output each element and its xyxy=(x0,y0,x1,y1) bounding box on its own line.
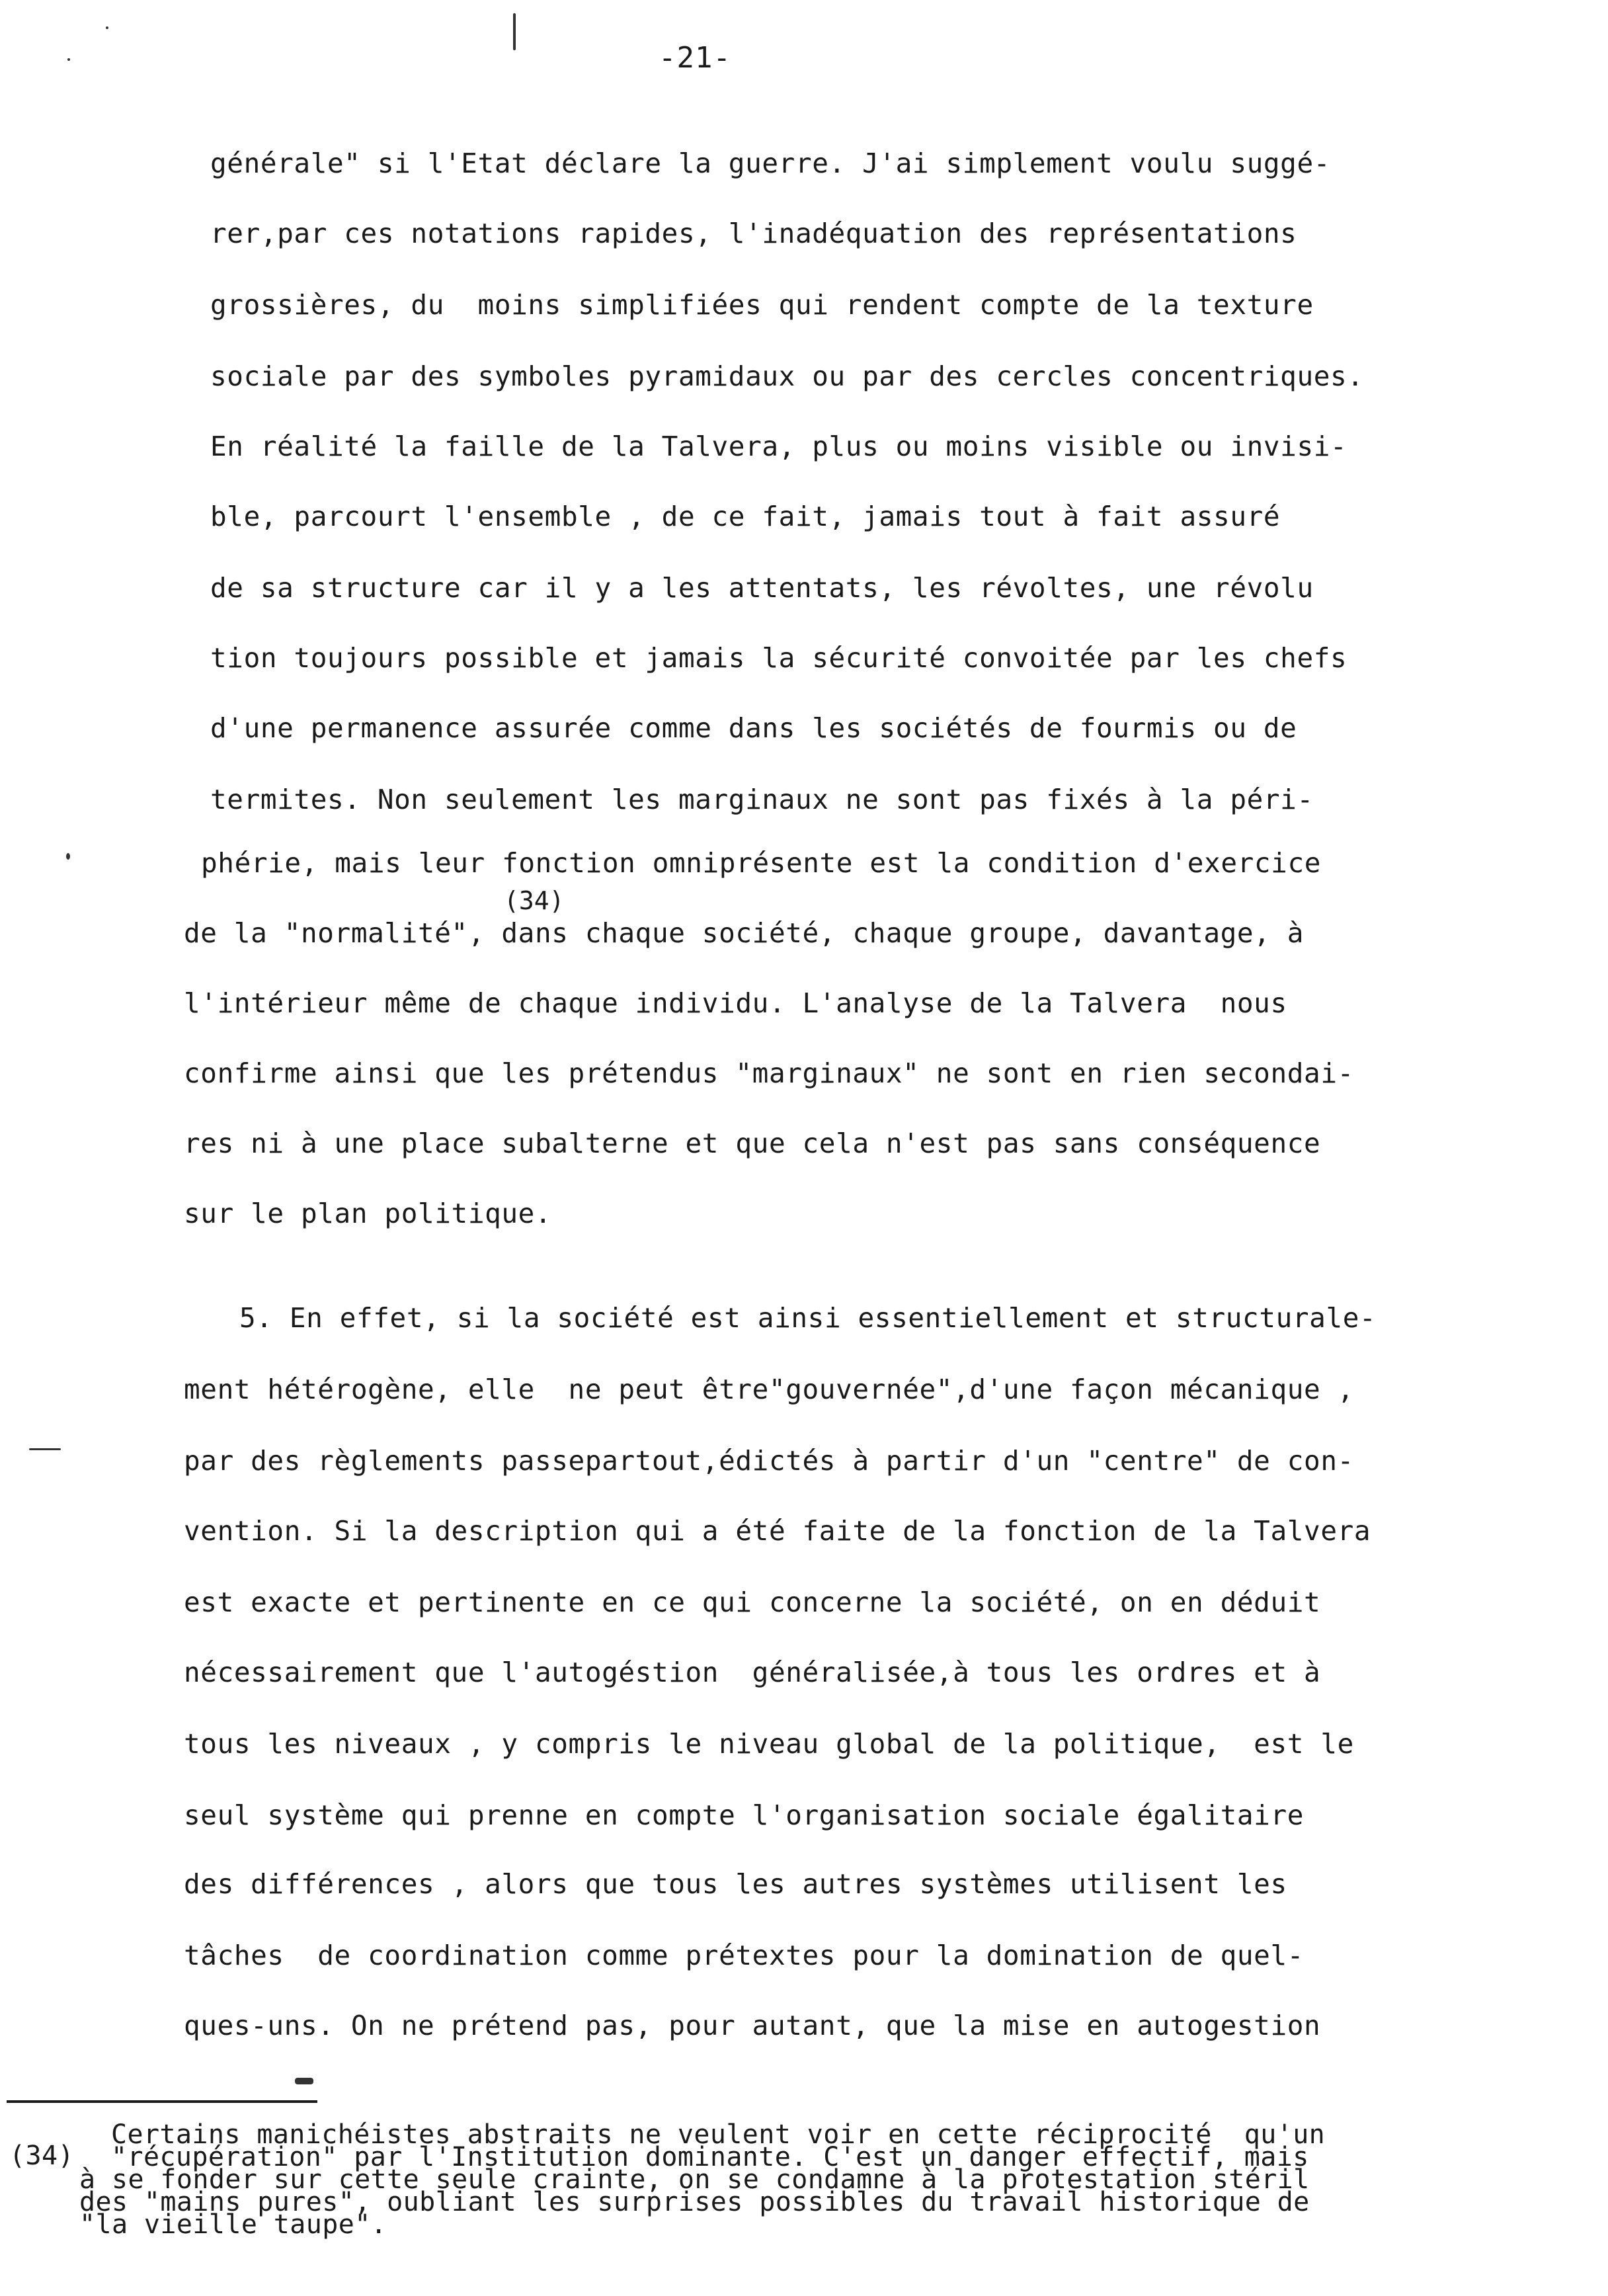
footnote-rule xyxy=(7,2100,317,2103)
body-line: tous les niveaux , y compris le niveau global de la politique, est le xyxy=(184,1728,1354,1760)
footnote-marker: (34) xyxy=(9,2141,74,2171)
scan-mark xyxy=(67,58,70,61)
body-line: d'une permanence assurée comme dans les sociétés de fourmis ou de xyxy=(210,712,1297,744)
body-line: par des règlements passepartout,édictés à partir d'un "centre" de con- xyxy=(184,1445,1354,1477)
body-line: sur le plan politique. xyxy=(184,1198,552,1229)
body-line: ble, parcourt l'ensemble , de ce fait, jamais tout à fait assuré xyxy=(210,501,1281,532)
scan-mark xyxy=(513,13,516,50)
body-line: tion toujours possible et jamais la sécurité convoitée par les chefs xyxy=(210,642,1347,674)
page-number: -21- xyxy=(659,41,731,75)
body-line: nécessairement que l'autogéstion généralisée,à tous les ordres et à xyxy=(184,1657,1321,1688)
body-line: rer,par ces notations rapides, l'inadéquation des représentations xyxy=(210,218,1297,249)
footnote-reference: (34) xyxy=(504,886,565,915)
footnote-line: Certains manichéistes abstraits ne veulent voir en cette réciprocité qu'un xyxy=(111,2119,1326,2150)
footnote-line: "récupération" par l'Institution dominante. C'est un danger effectif, mais xyxy=(111,2142,1309,2172)
body-line: de sa structure car il y a les attentats, les révoltes, une révolu xyxy=(210,572,1314,604)
body-line: tâches de coordination comme prétextes pour la domination de quel- xyxy=(184,1940,1305,1971)
body-line: ques-uns. On ne prétend pas, pour autant, que la mise en autogestion xyxy=(184,2010,1321,2041)
body-line: termites. Non seulement les marginaux ne sont pas fixés à la péri- xyxy=(210,784,1314,815)
footnote-line: à se fonder sur cette seule crainte, on se condamne à la protestation stéril xyxy=(79,2164,1310,2195)
body-line: grossières, du moins simplifiées qui rendent compte de la texture xyxy=(210,289,1314,321)
body-line: ment hétérogène, elle ne peut être"gouvernée",d'une façon mécanique , xyxy=(184,1374,1354,1405)
body-line: vention. Si la description qui a été faite de la fonction de la Talvera xyxy=(184,1515,1371,1547)
body-line: res ni à une place subalterne et que cela n'est pas sans conséquence xyxy=(184,1128,1321,1159)
footnote-line: des "mains pures", oubliant les surprises possibles du travail historique de xyxy=(79,2187,1310,2217)
body-line: phérie, mais leur fonction omniprésente est la condition d'exercice xyxy=(201,847,1322,879)
scan-mark xyxy=(106,26,108,29)
body-line: l'intérieur même de chaque individu. L'analyse de la Talvera nous xyxy=(184,987,1287,1019)
body-line: sociale par des symboles pyramidaux ou par des cercles concentriques. xyxy=(210,360,1364,392)
scan-mark xyxy=(295,2078,313,2084)
body-line: 5. En effet, si la société est ainsi essentiellement et structurale- xyxy=(239,1302,1377,1334)
body-line: confirme ainsi que les prétendus "marginaux" ne sont en rien secondai- xyxy=(184,1057,1354,1089)
body-line: des différences , alors que tous les autres systèmes utilisent les xyxy=(184,1868,1287,1900)
footnote-line: "la vieille taupe". xyxy=(79,2209,387,2240)
body-line: est exacte et pertinente en ce qui concerne la société, on en déduit xyxy=(184,1586,1321,1618)
body-line: de la "normalité", dans chaque société, chaque groupe, davantage, à xyxy=(184,917,1305,949)
scan-mark xyxy=(29,1448,61,1450)
body-line: En réalité la faille de la Talvera, plus ou moins visible ou invisi- xyxy=(210,430,1347,462)
body-line: générale" si l'Etat déclare la guerre. J'ai simplement voulu suggé- xyxy=(210,147,1331,179)
body-line: seul système qui prenne en compte l'organisation sociale égalitaire xyxy=(184,1799,1305,1831)
scan-mark xyxy=(66,853,70,860)
